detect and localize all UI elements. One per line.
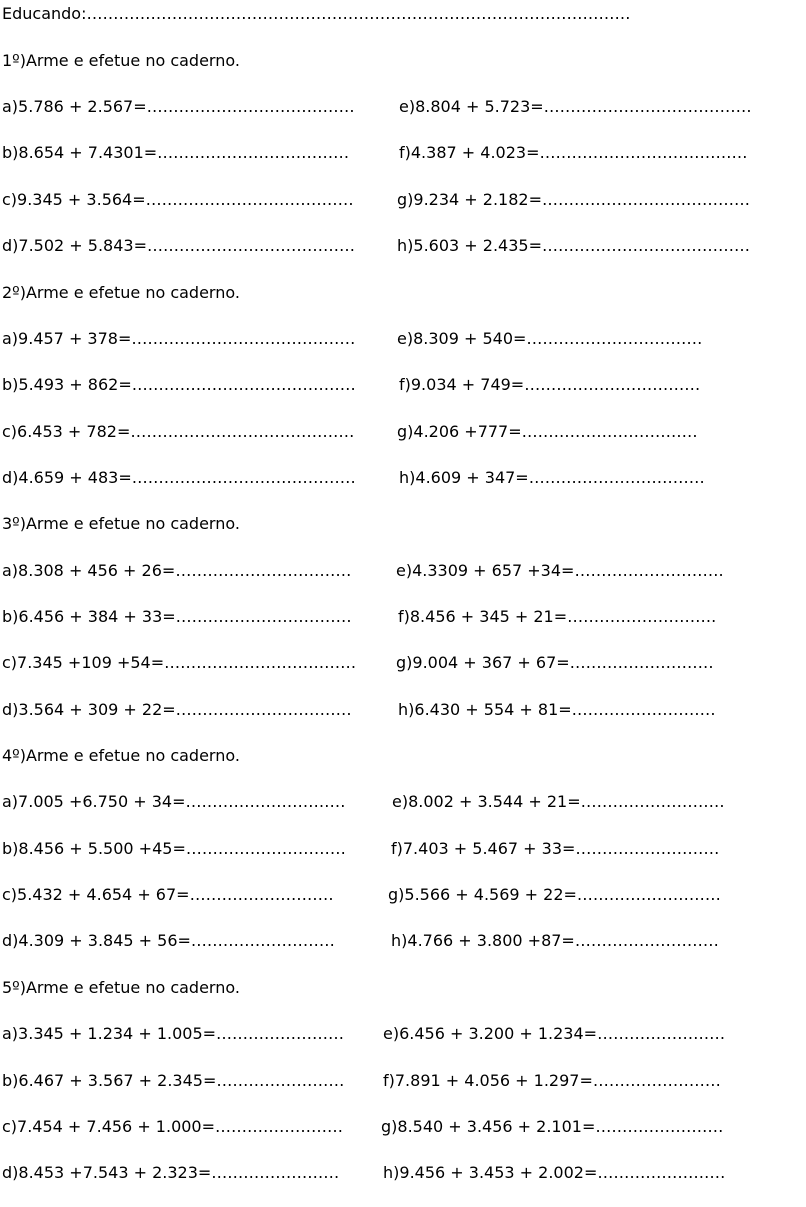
exercise-row	[2, 422, 792, 442]
student-name-line: Educando:…………………………………………………………………………………………	[2, 4, 631, 23]
exercise-right: h)9.456 + 3.453 + 2.002=……………………	[383, 1163, 726, 1182]
section-1-title: 1º)Arme e efetue no caderno.	[2, 51, 240, 70]
exercise-right: e)8.309 + 540=……………………………	[397, 329, 703, 348]
exercise-left: b)6.467 + 3.567 + 2.345=……………………	[2, 1071, 345, 1090]
exercise-row	[2, 885, 792, 905]
exercise-row	[2, 236, 792, 256]
exercise-left: c)7.454 + 7.456 + 1.000=……………………	[2, 1117, 344, 1136]
exercise-right: h)6.430 + 554 + 81=………………………	[398, 700, 716, 719]
exercise-row	[2, 607, 792, 627]
exercise-right: f)9.034 + 749=……………………………	[399, 375, 701, 394]
exercise-left: d)3.564 + 309 + 22=……………………………	[2, 700, 352, 719]
exercise-row	[2, 143, 792, 163]
exercise-right: f)7.891 + 4.056 + 1.297=……………………	[383, 1071, 721, 1090]
exercise-left: d)4.309 + 3.845 + 56=………………………	[2, 931, 335, 950]
section-4-title: 4º)Arme e efetue no caderno.	[2, 746, 240, 765]
exercise-right: f)8.456 + 345 + 21=……………………….	[398, 607, 717, 626]
exercise-right: g)9.004 + 367 + 67=………………………	[396, 653, 714, 672]
exercise-left: b)6.456 + 384 + 33=……………………………	[2, 607, 352, 626]
section-2-title: 2º)Arme e efetue no caderno.	[2, 283, 240, 302]
exercise-right: h)5.603 + 2.435=…………………………………	[397, 236, 750, 255]
exercise-row	[2, 97, 792, 117]
exercise-right: e)4.3309 + 657 +34=……………………….	[396, 561, 724, 580]
exercise-right: e)8.002 + 3.544 + 21=………………………	[392, 792, 725, 811]
exercise-row	[2, 792, 792, 812]
exercise-left: b)8.654 + 7.4301=………………………………	[2, 143, 350, 162]
section-3-title: 3º)Arme e efetue no caderno.	[2, 514, 240, 533]
exercise-row	[2, 1024, 792, 1044]
exercise-left: a)8.308 + 456 + 26=……………………………	[2, 561, 352, 580]
exercise-left: c)6.453 + 782=……………………………………	[2, 422, 355, 441]
exercise-right: g)4.206 +777=……………………………	[397, 422, 698, 441]
exercise-left: b)8.456 + 5.500 +45=…………………………	[2, 839, 346, 858]
exercise-left: d)7.502 + 5.843=…………………………………	[2, 236, 355, 255]
section-5-title: 5º)Arme e efetue no caderno.	[2, 978, 240, 997]
exercise-row	[2, 468, 792, 488]
exercise-row	[2, 931, 792, 951]
exercise-left: c)7.345 +109 +54=………………………………	[2, 653, 357, 672]
exercise-left: c)9.345 + 3.564=…………………………………	[2, 190, 354, 209]
exercise-left: d)4.659 + 483=……………………………………	[2, 468, 356, 487]
exercise-row	[2, 1071, 792, 1091]
exercise-left: a)5.786 + 2.567=…………………………………	[2, 97, 355, 116]
exercise-row	[2, 653, 792, 673]
exercise-row	[2, 375, 792, 395]
exercise-right: h)4.766 + 3.800 +87=………………………	[391, 931, 719, 950]
exercise-right: g)5.566 + 4.569 + 22=………………………	[388, 885, 721, 904]
exercise-row	[2, 329, 792, 349]
exercise-row	[2, 1163, 792, 1183]
exercise-left: c)5.432 + 4.654 + 67=………………………	[2, 885, 334, 904]
exercise-right: f)4.387 + 4.023=…………………………………	[399, 143, 748, 162]
exercise-right: g)8.540 + 3.456 + 2.101=……………………	[381, 1117, 724, 1136]
exercise-row	[2, 561, 792, 581]
exercise-row	[2, 839, 792, 859]
exercise-right: g)9.234 + 2.182=…………………………………	[397, 190, 750, 209]
exercise-right: h)4.609 + 347=……………………………	[399, 468, 705, 487]
exercise-left: a)9.457 + 378=……………………………………	[2, 329, 356, 348]
exercise-left: b)5.493 + 862=……………………………………	[2, 375, 356, 394]
exercise-right: f)7.403 + 5.467 + 33=………………………	[391, 839, 720, 858]
exercise-left: a)3.345 + 1.234 + 1.005=……………………	[2, 1024, 345, 1043]
exercise-right: e)6.456 + 3.200 + 1.234=……………………	[383, 1024, 726, 1043]
exercise-row	[2, 1117, 792, 1137]
exercise-left: a)7.005 +6.750 + 34=…………………………	[2, 792, 346, 811]
exercise-row	[2, 190, 792, 210]
exercise-row	[2, 700, 792, 720]
exercise-right: e)8.804 + 5.723=…………………………………	[399, 97, 752, 116]
exercise-left: d)8.453 +7.543 + 2.323=……………………	[2, 1163, 340, 1182]
